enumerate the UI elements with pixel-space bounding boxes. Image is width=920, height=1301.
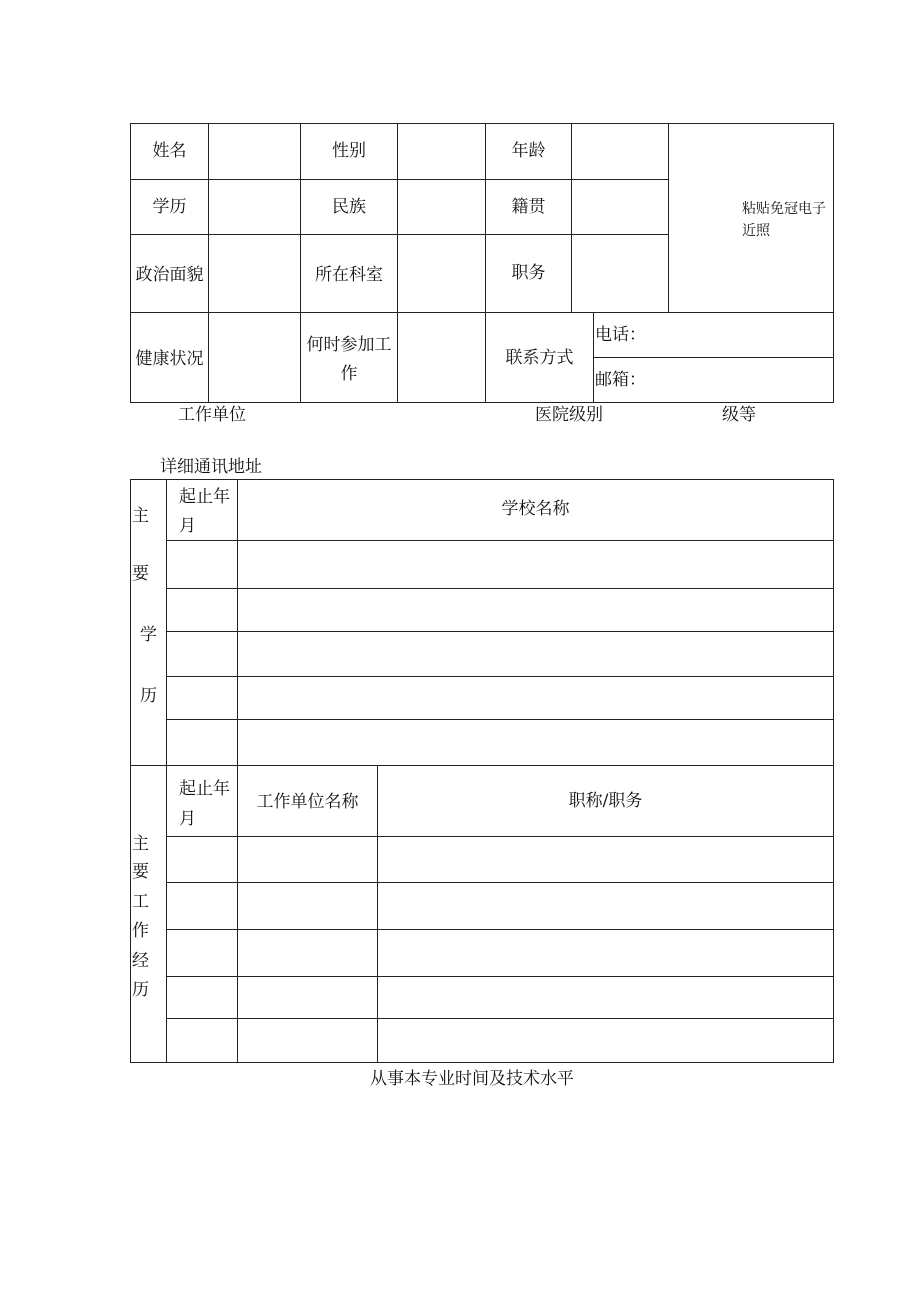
edu-period-cell[interactable]: [167, 589, 237, 631]
email-field[interactable]: [640, 358, 833, 402]
age-label: 年龄: [511, 141, 546, 161]
work-side-char-2: 要: [132, 862, 149, 882]
work-side-char-5: 经: [132, 951, 149, 971]
politics-field[interactable]: [209, 235, 300, 312]
origin-field[interactable]: [572, 180, 668, 234]
hospital-level-field[interactable]: [612, 404, 717, 428]
edu-side-char-4: 历: [140, 686, 157, 706]
work-side-char-6: 历: [132, 980, 149, 1000]
position-field[interactable]: [572, 235, 668, 312]
address-label: 详细通讯地址: [160, 457, 262, 477]
work-title-cell[interactable]: [378, 1019, 833, 1062]
edu-period-cell[interactable]: [167, 541, 237, 588]
edu-side-char-1: 主: [132, 506, 149, 526]
photo-label-line2: 近照: [742, 223, 770, 239]
gender-label: 性别: [332, 141, 366, 161]
edu-period-cell[interactable]: [167, 720, 237, 765]
edu-period-label-line2: 月: [179, 516, 196, 536]
edu-side-char-2: 要: [132, 564, 149, 584]
work-period-cell[interactable]: [167, 930, 237, 976]
work-side-char-3: 工: [132, 892, 149, 912]
edu-school-cell[interactable]: [238, 720, 833, 765]
work-start-label-line1: 何时参加工: [306, 335, 392, 355]
work-unit-cell[interactable]: [238, 837, 377, 882]
edu-school-cell[interactable]: [238, 541, 833, 588]
edu-school-cell[interactable]: [238, 677, 833, 719]
work-period-cell[interactable]: [167, 837, 237, 882]
education-label: 学历: [152, 197, 187, 217]
work-period-label-line1: 起止年: [179, 779, 230, 799]
work-title-cell[interactable]: [378, 883, 833, 929]
name-label: 姓名: [152, 141, 187, 161]
work-period-cell[interactable]: [167, 1019, 237, 1062]
work-unit-label: 工作单位: [178, 405, 246, 425]
work-title-cell[interactable]: [378, 837, 833, 882]
department-field[interactable]: [398, 235, 485, 312]
phone-field[interactable]: [640, 313, 833, 357]
grade-label: 级等: [722, 405, 756, 425]
age-field[interactable]: [572, 124, 668, 179]
edu-period-cell[interactable]: [167, 632, 237, 676]
work-side-char-4: 作: [132, 921, 149, 941]
work-unit-cell[interactable]: [238, 883, 377, 929]
school-name-header: 学校名称: [501, 499, 570, 519]
email-label: 邮箱：: [595, 370, 646, 390]
edu-period-label-line1: 起止年: [179, 487, 230, 507]
gender-field[interactable]: [398, 124, 485, 179]
work-unit-cell[interactable]: [238, 930, 377, 976]
title-position-header: 职称/职务: [568, 791, 643, 811]
health-label: 健康状况: [135, 349, 204, 369]
health-field[interactable]: [209, 313, 300, 402]
name-field[interactable]: [209, 124, 300, 179]
work-title-cell[interactable]: [378, 977, 833, 1018]
ethnicity-label: 民族: [332, 197, 366, 217]
edu-school-cell[interactable]: [238, 632, 833, 676]
origin-label: 籍贯: [511, 197, 546, 217]
address-field[interactable]: [270, 456, 770, 480]
edu-period-cell[interactable]: [167, 677, 237, 719]
education-field[interactable]: [209, 180, 300, 234]
work-period-cell[interactable]: [167, 977, 237, 1018]
contact-label: 联系方式: [505, 348, 574, 368]
edu-school-cell[interactable]: [238, 589, 833, 631]
work-start-field[interactable]: [398, 313, 485, 402]
work-unit-name-header: 工作单位名称: [256, 792, 359, 812]
work-unit-cell[interactable]: [238, 977, 377, 1018]
work-unit-field[interactable]: [255, 404, 525, 428]
work-period-cell[interactable]: [167, 883, 237, 929]
ethnicity-field[interactable]: [398, 180, 485, 234]
position-label: 职务: [511, 263, 546, 283]
edu-side-char-3: 学: [140, 625, 157, 645]
work-side-char-1: 主: [132, 834, 149, 854]
work-period-label-line2: 月: [179, 809, 196, 829]
work-unit-cell[interactable]: [238, 1019, 377, 1062]
skill-label: 从事本专业时间及技术水平: [370, 1069, 574, 1089]
photo-label-line1: 粘贴免冠电子: [742, 201, 826, 217]
department-label: 所在科室: [315, 265, 383, 285]
politics-label: 政治面貌: [135, 265, 204, 285]
hospital-level-label: 医院级别: [535, 405, 603, 425]
phone-label: 电话：: [595, 325, 646, 345]
work-start-label-line2: 作: [340, 364, 358, 384]
work-title-cell[interactable]: [378, 930, 833, 976]
